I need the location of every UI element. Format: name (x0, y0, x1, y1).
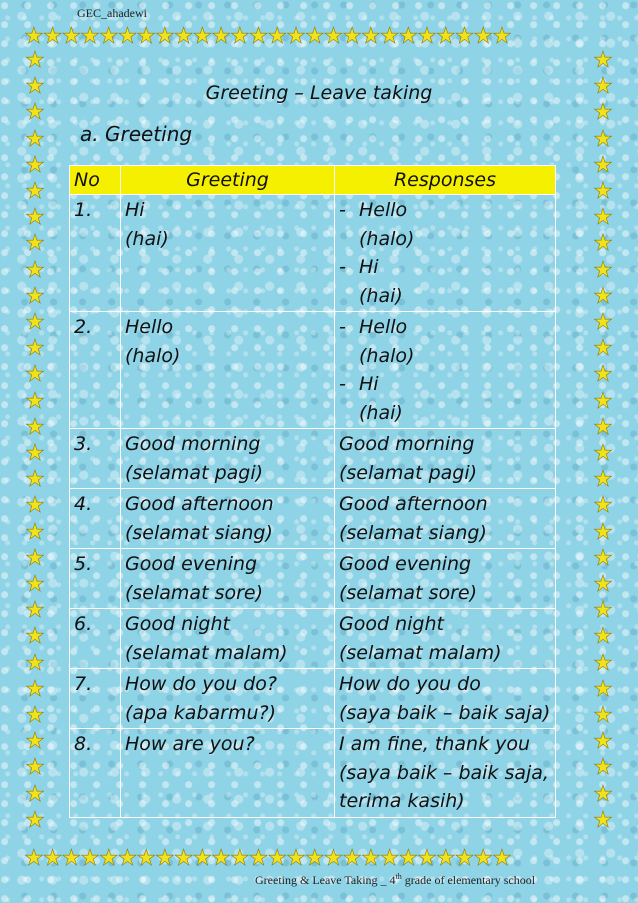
dash-bullet: - (339, 373, 346, 395)
response-item (339, 313, 551, 342)
greeting-text: Good night (125, 613, 230, 635)
row-number: 5. (70, 549, 121, 609)
star-border-left: ★ ★ ★ ★ ★ ★ ★ ★ ★ ★ ★ ★ ★ ★ ★ ★ ★ ★ ★ ★ ★ ★ ★ ★ ★ ★ ★ ★ ★ ★ (25, 48, 45, 833)
response-item (339, 282, 551, 311)
greeting-translation: (selamat pagi) (125, 461, 264, 484)
response-text: Good night (339, 613, 444, 635)
response-item (339, 370, 551, 399)
greeting-text: How do you do? (125, 673, 277, 695)
greeting-text: Good morning (125, 433, 261, 455)
response-translation: (hai) (359, 401, 403, 424)
response-text: Good evening (339, 553, 472, 575)
table-row (70, 312, 556, 429)
response-text: Hi (359, 373, 379, 395)
dash-bullet: - (339, 256, 346, 278)
star-border-top: ★★★★★★★★★★★★★★★★★★★★★★★★★★ (24, 26, 511, 48)
greeting-translation: (selamat sore) (125, 581, 264, 604)
greeting-translation: (selamat malam) (125, 641, 288, 664)
response-cell (335, 489, 556, 549)
table-row (70, 669, 556, 729)
row-number: 1. (70, 195, 121, 312)
response-translation: (halo) (359, 344, 415, 367)
response-text: Hello (359, 316, 408, 338)
star-border-right: ★ ★ ★ ★ ★ ★ ★ ★ ★ ★ ★ ★ ★ ★ ★ ★ ★ ★ ★ ★ ★ ★ ★ ★ ★ ★ ★ ★ ★ ★ (593, 48, 613, 833)
greeting-translation: (apa kabarmu?) (125, 701, 277, 724)
greeting-translation: (hai) (125, 227, 169, 250)
section-heading: a. Greeting (80, 122, 193, 146)
response-text: Hi (359, 256, 379, 278)
footer-text-end: grade of elementary school (401, 873, 536, 887)
greeting-text: Good evening (125, 553, 258, 575)
dash-bullet: - (339, 316, 346, 338)
response-translation: (saya baik – baik saja, terima kasih) (339, 761, 549, 812)
greeting-translation: (selamat siang) (125, 521, 273, 544)
dash-bullet: - (339, 199, 346, 221)
response-item (339, 225, 551, 254)
row-number: 7. (70, 669, 121, 729)
footer-superscript: th (395, 872, 402, 881)
row-number: 4. (70, 489, 121, 549)
response-cell (335, 729, 556, 818)
star-border-bottom: ★★★★★★★★★★★★★★★★★★★★★★★★★★ (24, 848, 511, 870)
response-item (339, 253, 551, 282)
table-row (70, 549, 556, 609)
greeting-text: How are you? (125, 733, 255, 755)
response-translation: (selamat siang) (339, 521, 487, 544)
table-row (70, 195, 556, 312)
table-row (70, 429, 556, 489)
page-footer (255, 872, 535, 888)
response-cell (335, 195, 556, 312)
response-cell (335, 429, 556, 489)
row-number: 6. (70, 609, 121, 669)
response-item (339, 399, 551, 428)
table-row (70, 729, 556, 818)
greeting-table (69, 165, 556, 818)
response-text: How do you do (339, 673, 481, 695)
footer-text-start: Greeting & Leave Taking _ 4 (255, 873, 396, 887)
row-number: 2. (70, 312, 121, 429)
response-text: I am fine, thank you (339, 733, 531, 755)
response-text: Hello (359, 199, 408, 221)
response-translation: (halo) (359, 227, 415, 250)
response-translation: (selamat malam) (339, 641, 502, 664)
greeting-cell (121, 549, 335, 609)
header-responses: Responses (335, 166, 556, 195)
table-header-row (70, 166, 556, 195)
response-cell (335, 312, 556, 429)
response-text: Good morning (339, 433, 475, 455)
greeting-cell (121, 195, 335, 312)
row-number: 8. (70, 729, 121, 818)
greeting-cell (121, 429, 335, 489)
greeting-cell (121, 729, 335, 818)
response-translation: (selamat pagi) (339, 461, 478, 484)
greeting-text: Hi (125, 199, 145, 221)
greeting-text: Hello (125, 316, 174, 338)
header-greeting: Greeting (121, 166, 335, 195)
response-translation: (saya baik – baik saja) (339, 701, 551, 724)
response-text: Good afternoon (339, 493, 488, 515)
greeting-text: Good afternoon (125, 493, 274, 515)
greeting-cell (121, 312, 335, 429)
page-title: Greeting – Leave taking (205, 82, 433, 104)
page-header: GEC_ahadewi (77, 6, 147, 20)
response-item (339, 342, 551, 371)
response-cell (335, 609, 556, 669)
response-translation: (hai) (359, 284, 403, 307)
greeting-cell (121, 489, 335, 549)
greeting-cell (121, 669, 335, 729)
response-translation: (selamat sore) (339, 581, 478, 604)
greeting-translation: (halo) (125, 344, 181, 367)
table-row (70, 609, 556, 669)
response-item (339, 196, 551, 225)
greeting-cell (121, 609, 335, 669)
response-cell (335, 669, 556, 729)
header-no: No (70, 166, 121, 195)
response-cell (335, 549, 556, 609)
table-row (70, 489, 556, 549)
row-number: 3. (70, 429, 121, 489)
